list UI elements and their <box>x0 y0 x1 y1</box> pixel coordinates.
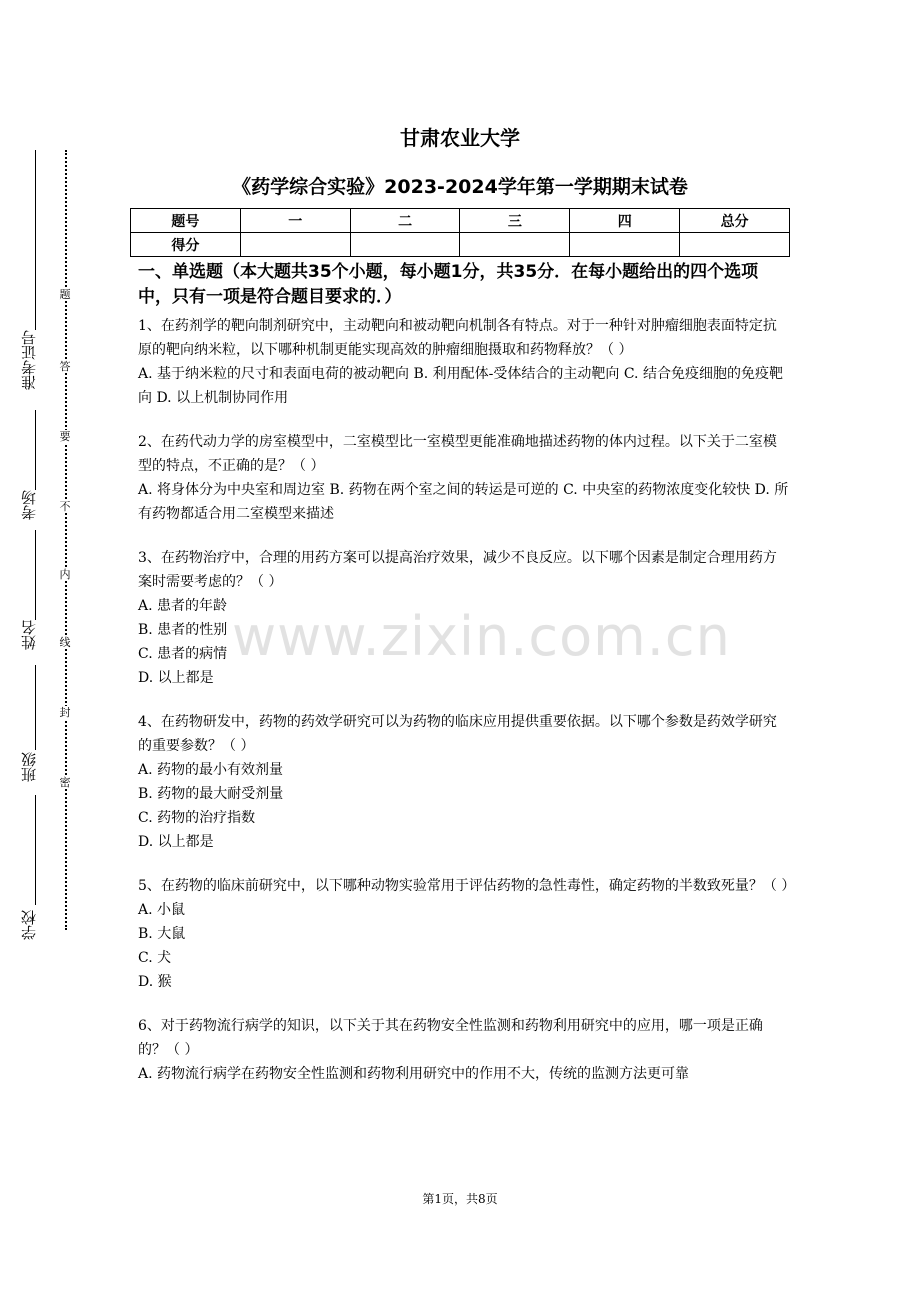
score-cell <box>570 233 680 257</box>
score-cell <box>240 233 350 257</box>
question-text: 5、在药物的临床前研究中，以下哪种动物实验常用于评估药物的急性毒性，确定药物的半数致死量？（ ） <box>138 878 796 894</box>
question-2 <box>138 430 790 526</box>
score-header-cell: 一 <box>240 209 350 233</box>
option-a: A. 患者的年龄 <box>138 598 228 614</box>
seal-char: 线 <box>59 636 71 649</box>
seal-char: 内 <box>59 568 71 581</box>
field-line-class <box>35 665 36 750</box>
option-a: A. 药物流行病学在药物安全性监测和药物利用研究中的作用不大，传统的监测方法更可靠 <box>138 1066 690 1082</box>
question-options: A. 基于纳米粒的尺寸和表面电荷的被动靶向 B. 利用配体-受体结合的主动靶向 C. 结合免疫细胞的免疫靶向 D. 以上机制协同作用 <box>138 366 783 406</box>
score-cell <box>460 233 570 257</box>
seal-char: 密 <box>59 776 71 789</box>
watermark: www.zixin.com.cn <box>232 605 731 668</box>
question-text: 1、在药剂学的靶向制剂研究中，主动靶向和被动靶向机制各有特点。对于一种针对肿瘤细胞表面特定抗原的靶向纳米粒，以下哪种机制更能实现高效的肿瘤细胞摄取和药物释放？（ ） <box>138 318 777 358</box>
field-label-class: 班级 <box>20 752 38 782</box>
score-header-cell: 题号 <box>131 209 241 233</box>
seal-char: 不 <box>59 500 71 513</box>
seal-char: 答 <box>59 360 71 373</box>
option-d: D. 以上都是 <box>138 834 214 850</box>
field-line-school <box>35 795 36 905</box>
question-6 <box>138 1014 790 1086</box>
score-header-cell: 四 <box>570 209 680 233</box>
question-4 <box>138 710 790 854</box>
option-b: B. 药物的最大耐受剂量 <box>138 786 284 802</box>
option-c: C. 药物的治疗指数 <box>138 810 256 826</box>
score-header-cell: 总分 <box>680 209 790 233</box>
score-cell <box>680 233 790 257</box>
option-b: B. 患者的性别 <box>138 622 228 638</box>
seal-dotted-line <box>65 150 67 930</box>
score-cell <box>350 233 460 257</box>
field-label-name: 姓名 <box>20 620 38 650</box>
score-header-cell: 三 <box>460 209 570 233</box>
exam-content <box>138 260 796 1086</box>
score-table-header-row <box>131 209 790 233</box>
question-text: 6、对于药物流行病学的知识，以下关于其在药物安全性监测和药物利用研究中的应用，哪一项是正确的？（ ） <box>138 1018 763 1058</box>
option-a: A. 小鼠 <box>138 902 186 918</box>
score-table-score-row <box>131 233 790 257</box>
field-line-name <box>35 530 36 620</box>
option-b: B. 大鼠 <box>138 926 186 942</box>
question-1 <box>138 314 790 410</box>
field-label-school: 学校 <box>20 910 38 940</box>
question-3 <box>138 546 790 690</box>
question-text: 3、在药物治疗中，合理的用药方案可以提高治疗效果，减少不良反应。以下哪个因素是制定合理用药方案时需要考虑的？（ ） <box>138 550 777 590</box>
option-d: D. 以上都是 <box>138 670 214 686</box>
score-header-cell: 二 <box>350 209 460 233</box>
option-d: D. 猴 <box>138 974 172 990</box>
option-c: C. 患者的病情 <box>138 646 228 662</box>
seal-char: 题 <box>59 288 71 301</box>
field-label-room: 考场 <box>20 490 38 520</box>
question-options: A. 将身体分为中央室和周边室 B. 药物在两个室之间的转运是可逆的 C. 中央室的药物浓度变化较快 D. 所有药物都适合用二室模型来描述 <box>138 482 789 522</box>
university-title: 甘肃农业大学 <box>400 126 520 150</box>
question-text: 2、在药代动力学的房室模型中，二室模型比一室模型更能准确地描述药物的体内过程。以下关于二室模型的特点，不正确的是？（ ） <box>138 434 777 474</box>
page-footer: 第1页，共8页 <box>422 1192 498 1206</box>
question-text: 4、在药物研发中，药物的药效学研究可以为药物的临床应用提供重要依据。以下哪个参数是药效学研究的重要参数？（ ） <box>138 714 777 754</box>
option-a: A. 药物的最小有效剂量 <box>138 762 284 778</box>
exam-title: 《药学综合实验》2023-2024学年第一学期期末试卷 <box>232 176 688 198</box>
question-5 <box>138 874 796 994</box>
field-label-exam-no: 准考证号 <box>20 330 38 390</box>
score-table <box>130 208 790 257</box>
seal-char: 要 <box>59 430 71 443</box>
seal-char: 封 <box>59 706 71 719</box>
score-row-label: 得分 <box>131 233 241 257</box>
section-title: 一、单选题（本大题共35个小题，每小题1分，共35分．在每小题给出的四个选项中，只有一项是符合题目要求的．） <box>138 262 759 307</box>
field-line-room <box>35 410 36 490</box>
option-c: C. 犬 <box>138 950 172 966</box>
